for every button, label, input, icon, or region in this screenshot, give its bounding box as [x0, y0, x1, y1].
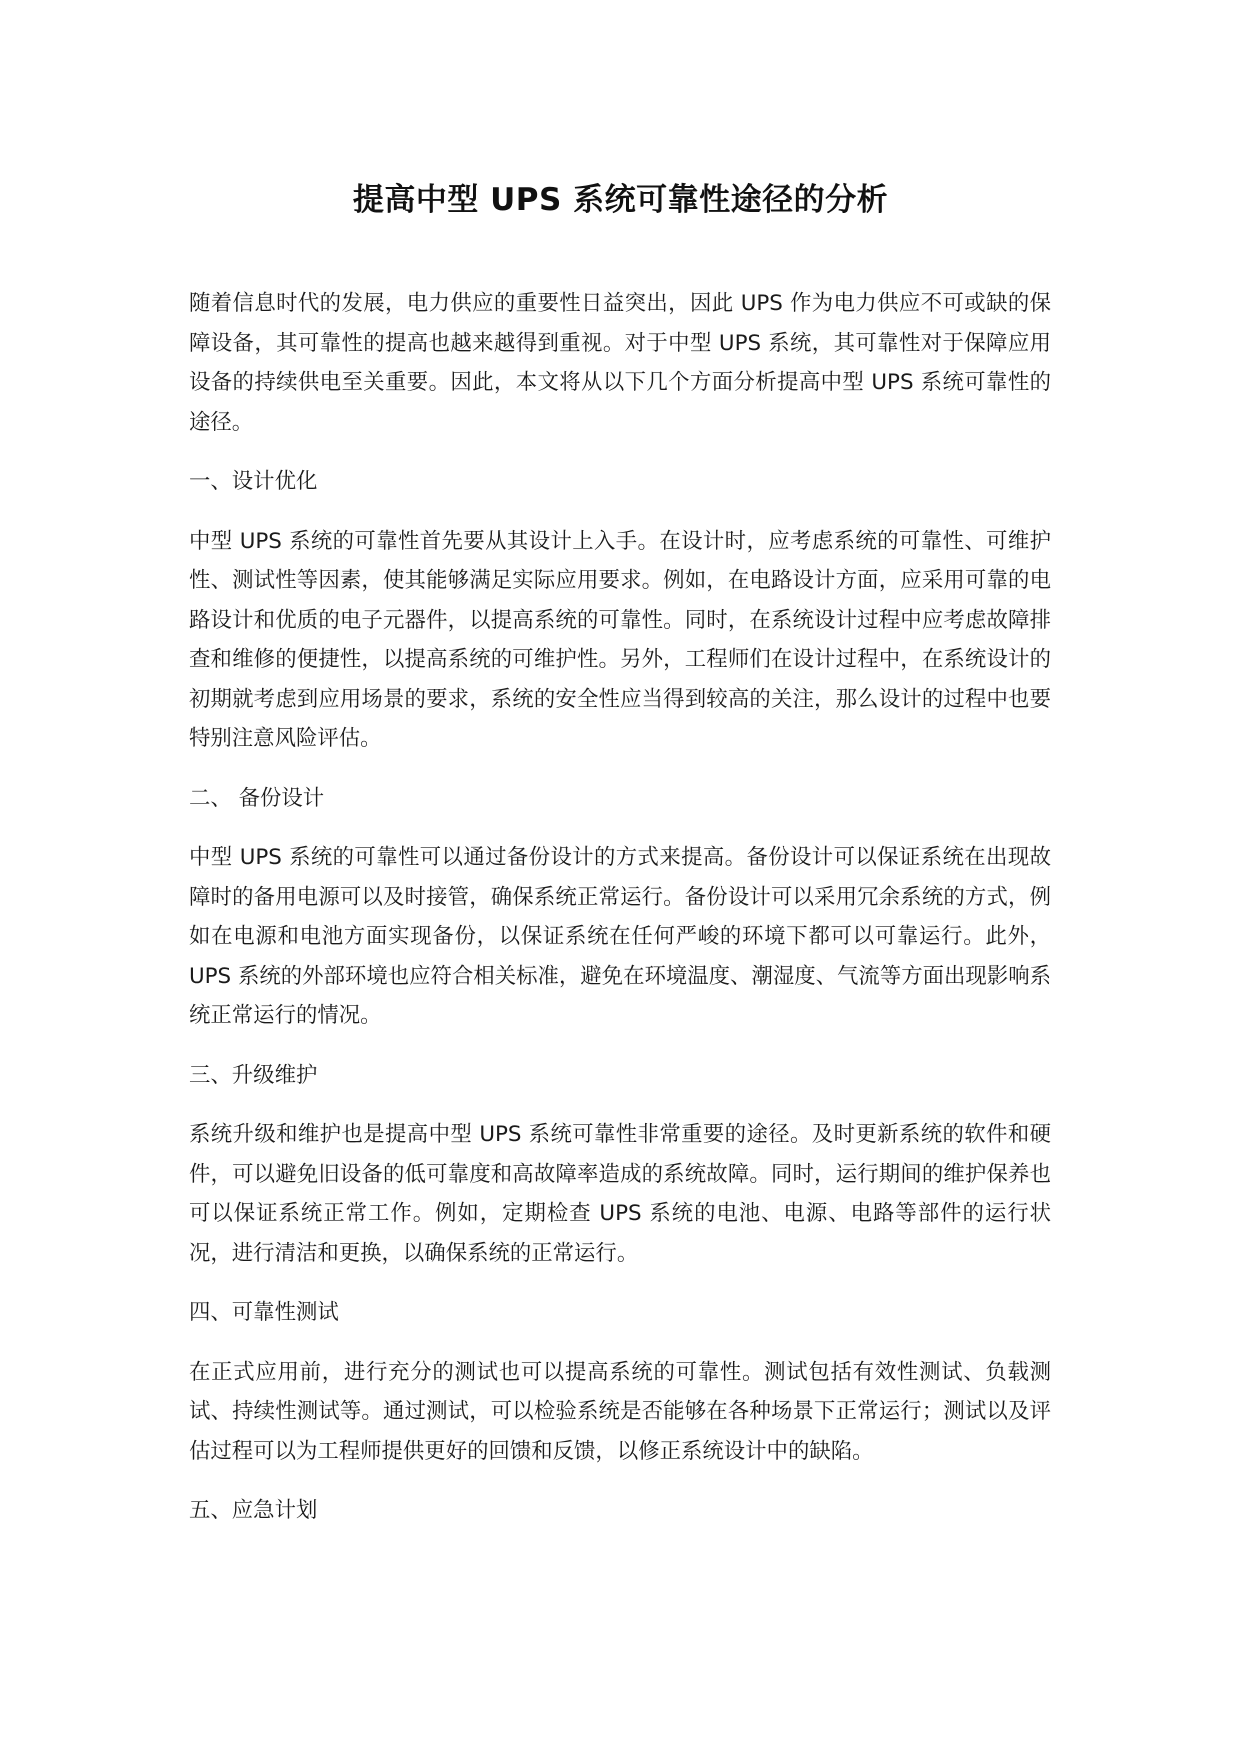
section-text-backup: 中型 UPS 系统的可靠性可以通过备份设计的方式来提高。备份设计可以保证系统在出现故障时的备用电源可以及时接管，确保系统正常运行。备份设计可以采用冗余系统的方式，例如在电源和电池方面实现备份，以保证系统在任何严峻的环境下都可以可靠运行。此外，UPS 系统的外部环境也应符合相关标准，避免在环境温度、潮湿度、气流等方面出现影响系统正常运行的情况。	[189, 845, 1051, 1028]
section-heading-maintenance: 三、升级维护	[189, 1062, 318, 1088]
document-body	[189, 284, 1051, 1551]
section-text-testing: 在正式应用前，进行充分的测试也可以提高系统的可靠性。测试包括有效性测试、负载测试、持续性测试等。通过测试，可以检验系统是否能够在各种场景下正常运行；测试以及评估过程可以为工程师提供更好的回馈和反馈，以修正系统设计中的缺陷。	[189, 1359, 1051, 1464]
document-title: 提高中型 UPS 系统可靠性途径的分析	[352, 182, 889, 218]
section-text-design: 中型 UPS 系统的可靠性首先要从其设计上入手。在设计时，应考虑系统的可靠性、可维护性、测试性等因素，使其能够满足实际应用要求。例如，在电路设计方面，应采用可靠的电路设计和优质的电子元器件，以提高系统的可靠性。同时，在系统设计过程中应考虑故障排查和维修的便捷性，以提高系统的可维护性。另外，工程师们在设计过程中，在系统设计的初期就考虑到应用场景的要求，系统的安全性应当得到较高的关注，那么设计的过程中也要特别注意风险评估。	[189, 528, 1051, 751]
section-heading-design: 一、设计优化	[189, 469, 318, 494]
section-text-maintenance: 系统升级和维护也是提高中型 UPS 系统可靠性非常重要的途径。及时更新系统的软件和硬件，可以避免旧设备的低可靠度和高故障率造成的系统故障。同时，运行期间的维护保养也可以保证系统正常工作。例如，定期检查 UPS 系统的电池、电源、电路等部件的运行状况，进行清洁和更换，以确保系统的正常运行。	[189, 1122, 1051, 1266]
intro-paragraph: 随着信息时代的发展，电力供应的重要性日益突出，因此 UPS 作为电力供应不可或缺的保障设备，其可靠性的提高也越来越得到重视。对于中型 UPS 系统，其可靠性对于保障应用设备的持续供电至关重要。因此，本文将从以下几个方面分析提高中型 UPS 系统可靠性的途径。	[189, 291, 1051, 435]
section-heading-testing: 四、可靠性测试	[189, 1300, 339, 1325]
section-heading-emergency: 五、应急计划	[189, 1498, 318, 1523]
section-heading-backup: 二、 备份设计	[189, 785, 325, 811]
